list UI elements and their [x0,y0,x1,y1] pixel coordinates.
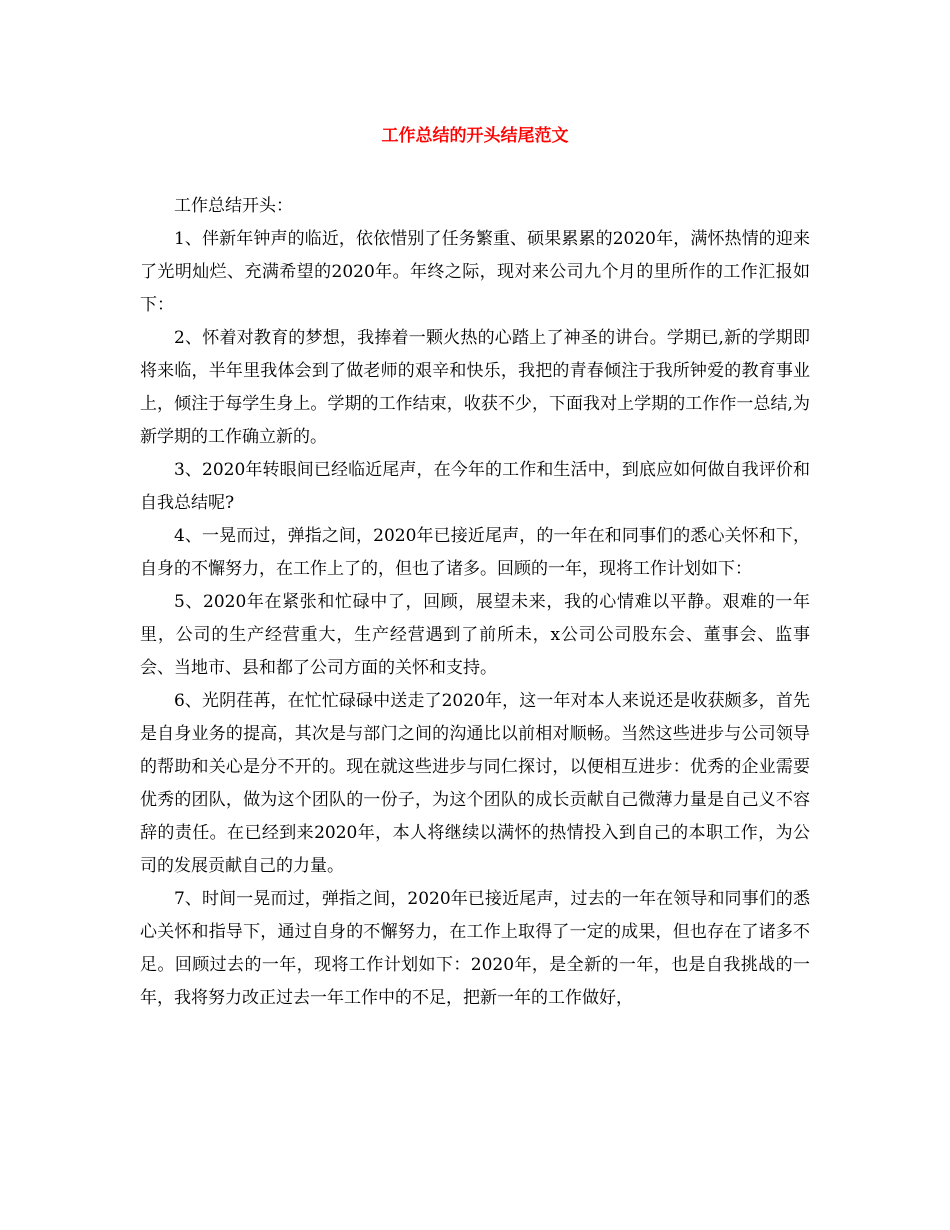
document-title: 工作总结的开头结尾范文 [381,126,569,146]
document-body [140,190,810,1015]
paragraph-2: 2、怀着对教育的梦想，我捧着一颗火热的心踏上了神圣的讲台。学期已,新的学期即将来临，半年里我体会到了做老师的艰辛和快乐，我把的青春倾注于我所钟爱的教育事业上，倾注于每学生身上。学期的工作结束，收获不少，下面我对上学期的工作作一总结,为新学期的工作确立新的。 [140,328,810,447]
paragraph-7: 7、时间一晃而过，弹指之间，2020年已接近尾声，过去的一年在领导和同事们的悉心关怀和指导下，通过自身的不懈努力，在工作上取得了一定的成果，但也存在了诸多不足。回顾过去的一年，现将工作计划如下：2020年，是全新的一年，也是自我挑战的一年，我将努力改正过去一年工作中的不足，把新一年的工作做好， [140,889,810,1008]
paragraph-heading: 工作总结开头： [174,196,293,216]
paragraph-3: 3、2020年转眼间已经临近尾声，在今年的工作和生活中，到底应如何做自我评价和自我总结呢? [140,460,810,513]
paragraph-1: 1、伴新年钟声的临近，依依惜别了任务繁重、硕果累累的2020年，满怀热情的迎来了光明灿烂、充满希望的2020年。年终之际，现对来公司九个月的里所作的工作汇报如下： [140,229,810,315]
paragraph-5: 5、2020年在紧张和忙碌中了，回顾，展望未来，我的心情难以平静。艰难的一年里，公司的生产经营重大，生产经营遇到了前所未，x公司公司股东会、董事会、监事会、当地市、县和都了公司方面的关怀和支持。 [140,592,810,678]
paragraph-4: 4、一晃而过，弹指之间，2020年已接近尾声，的一年在和同事们的悉心关怀和下，自身的不懈努力，在工作上了的，但也了诸多。回顾的一年，现将工作计划如下： [140,526,810,579]
paragraph-6: 6、光阴荏苒，在忙忙碌碌中送走了2020年，这一年对本人来说还是收获颇多，首先是自身业务的提高，其次是与部门之间的沟通比以前相对顺畅。当然这些进步与公司领导的帮助和关心是分不开的。现在就这些进步与同仁探讨，以便相互进步：优秀的企业需要优秀的团队，做为这个团队的一份子，为这个团队的成长贡献自己微薄力量是自己义不容辞的责任。在已经到来2020年，本人将继续以满怀的热情投入到自己的本职工作，为公司的发展贡献自己的力量。 [140,691,810,876]
